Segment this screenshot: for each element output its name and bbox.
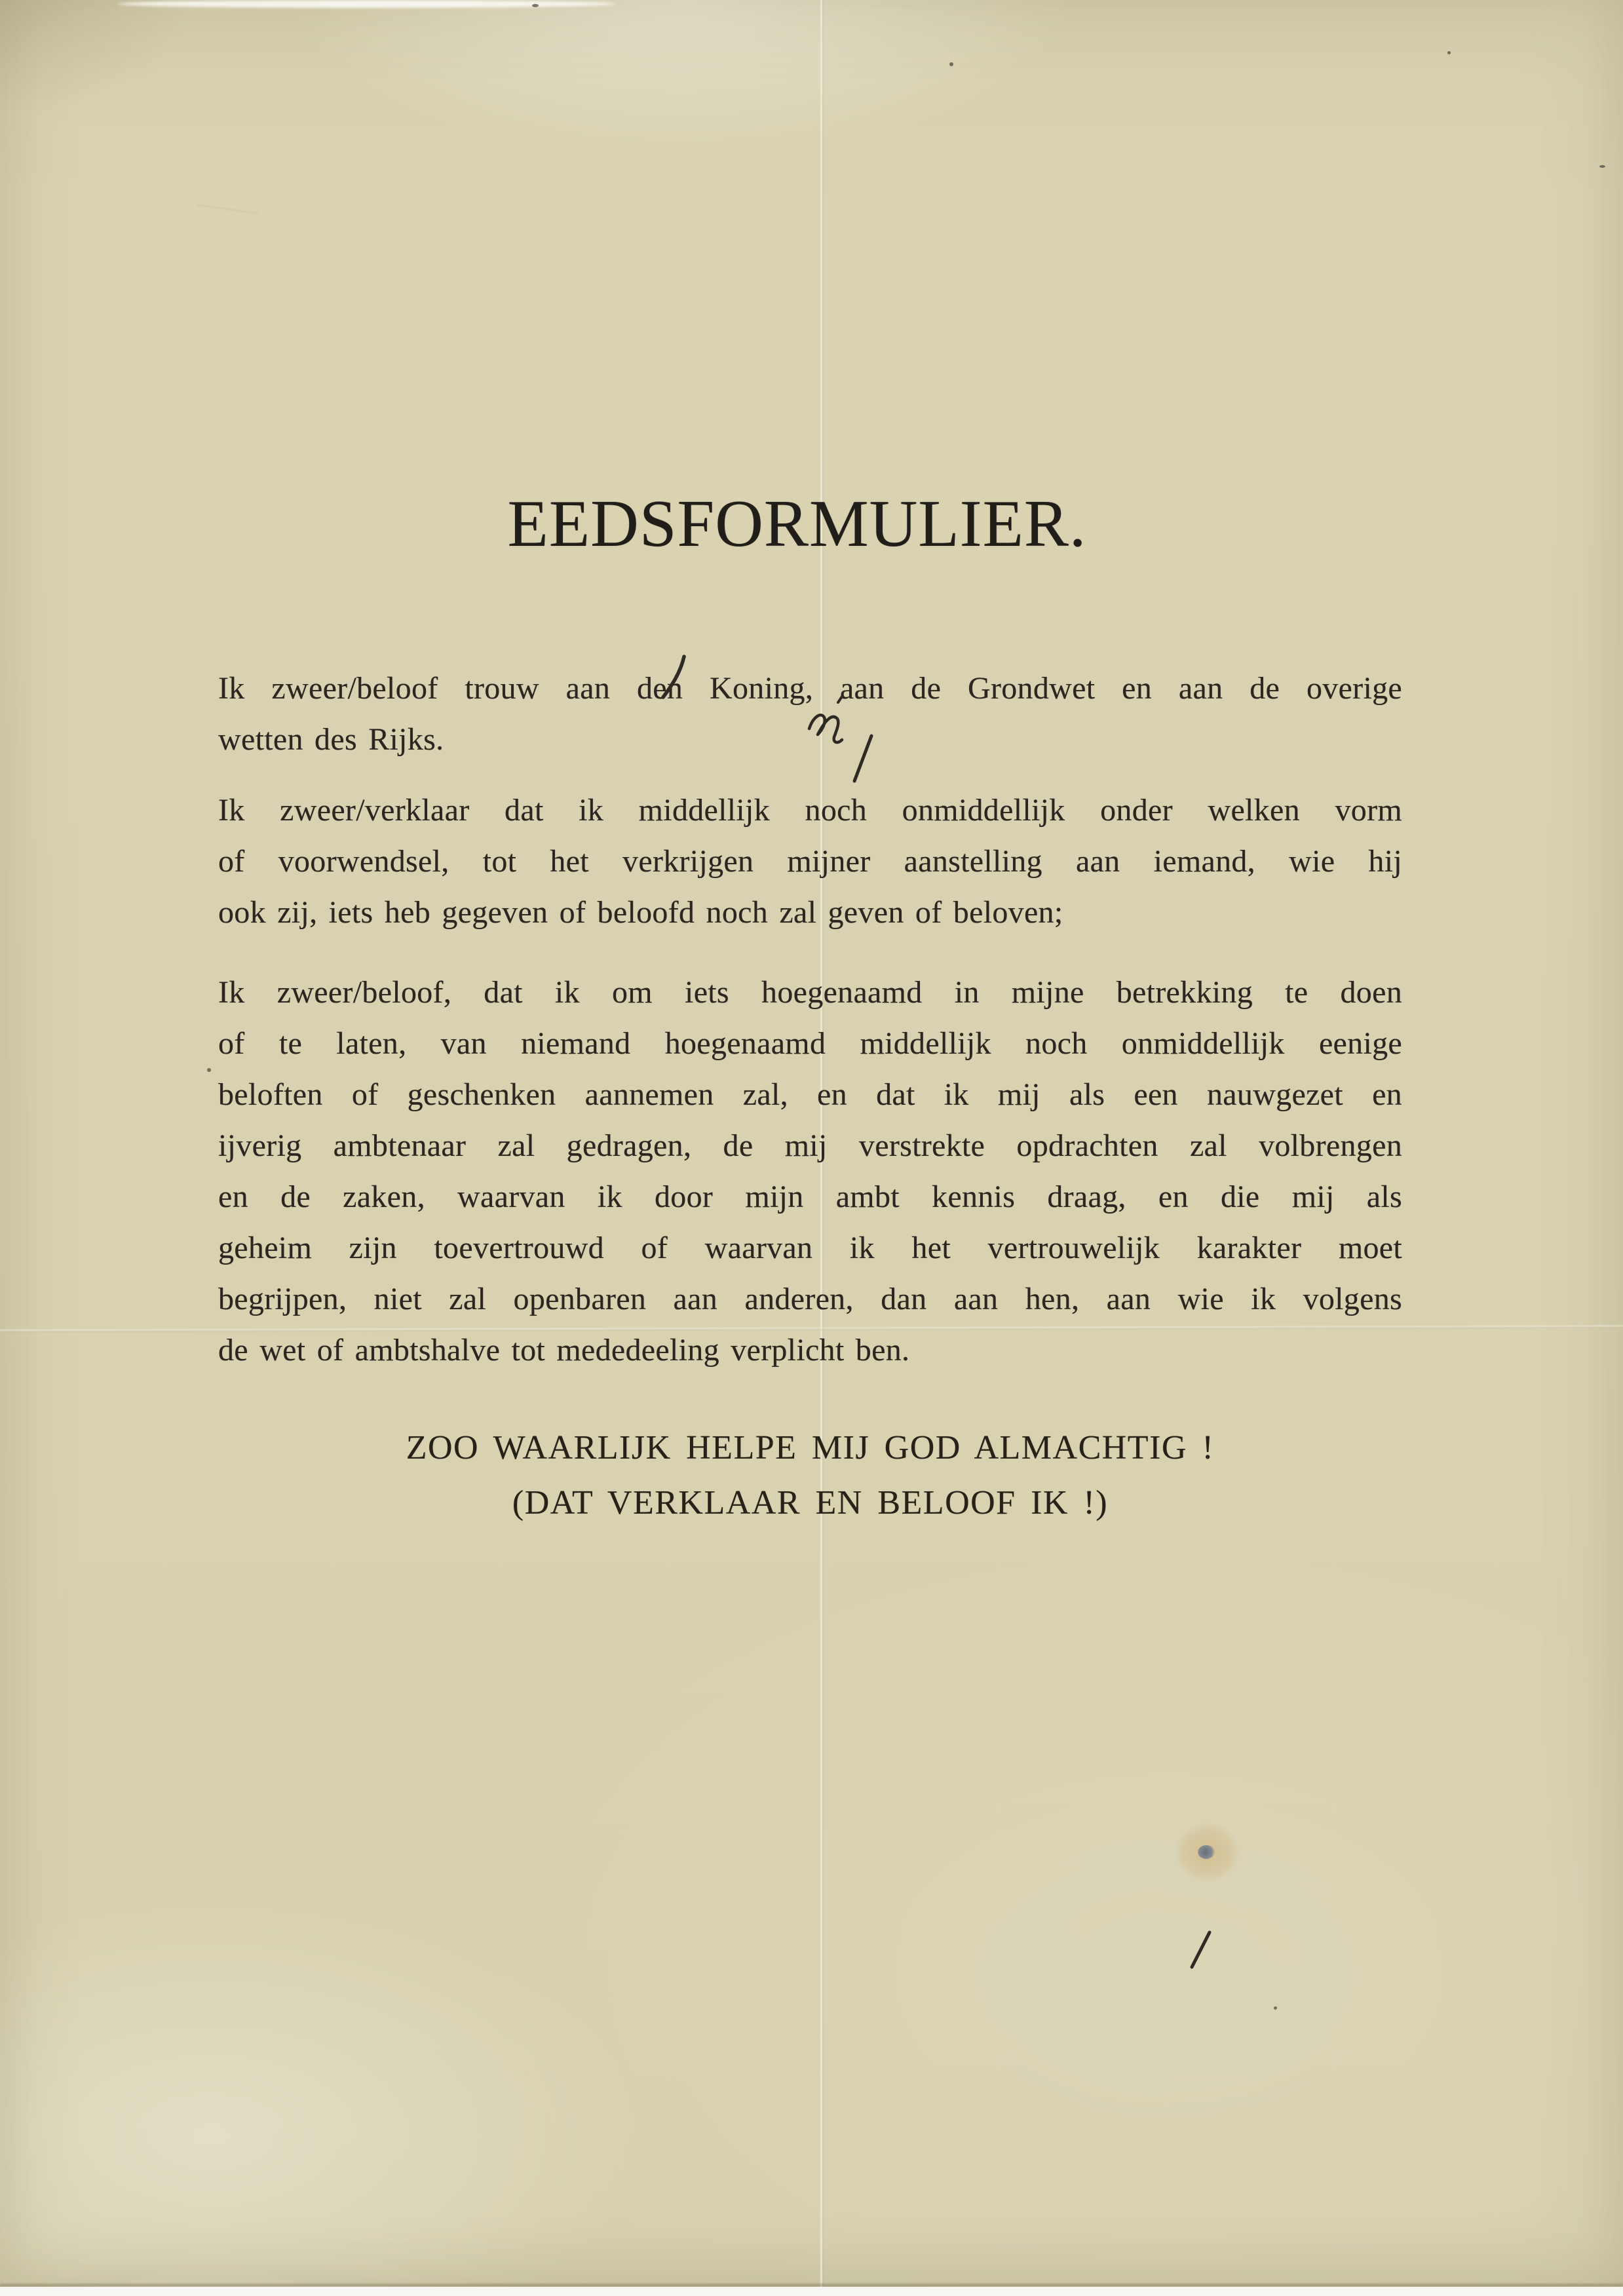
text-line (218, 663, 1402, 714)
text-line: ook zij, iets heb gegeven of beloofd noch zal geven of beloven; (218, 895, 1063, 930)
paragraph-3 (218, 967, 1402, 1376)
text-line: wetten des Rijks. (218, 722, 444, 757)
text-line: geheim zijn toevertrouwd of waarvan ik het vertrouwelijk karakter moet (218, 1231, 1402, 1265)
struck-letter: n (666, 671, 683, 706)
text-line: beloften of geschenken aannemen zal, en dat ik mij als een nauwgezet en (218, 1077, 1402, 1112)
paper-curl-highlight (118, 0, 616, 8)
dust-speck (949, 62, 953, 66)
paragraph-1 (218, 663, 1402, 765)
text-segment: Koning, (683, 671, 814, 706)
page-title: EEDSFORMULIER. (507, 487, 1087, 561)
text-line: of voorwendsel, tot het verkrijgen mijner aanstelling aan iemand, wie hij (218, 844, 1402, 879)
text-segment: aan de Grondwet en aan de overige (813, 671, 1402, 706)
dust-speck (1599, 165, 1605, 168)
dust-speck (207, 1068, 211, 1072)
text-line: ijverig ambtenaar zal gedragen, de mij verstrekte opdrachten zal volbrengen (218, 1128, 1402, 1163)
closing-line-oath: ZOO WAARLIJK HELPE MIJ GOD ALMACHTIG ! (406, 1429, 1215, 1466)
pen-strikethrough-n (667, 663, 683, 714)
stray-pen-slash-icon (1179, 1923, 1219, 1976)
closing-line-declaration: (DAT VERKLAAR EN BELOOF IK !) (512, 1484, 1109, 1521)
dust-speck (1447, 51, 1451, 54)
text-segment: Ik zweer/beloof trouw aan de (218, 671, 667, 706)
paragraph-2 (218, 785, 1402, 938)
text-line: Ik zweer/beloof, dat ik om iets hoegenaamd in mijne betrekking te doen (218, 975, 1402, 1010)
dust-speck (1274, 2006, 1277, 2010)
closing-block (218, 1421, 1402, 1531)
text-line: de wet of ambtshalve tot mededeeling verplicht ben. (218, 1333, 910, 1368)
paper-wrinkle (197, 204, 258, 214)
ink-stain-core (1198, 1845, 1215, 1859)
scanner-background-strip (0, 2287, 1623, 2296)
text-line: Ik zweer/verklaar dat ik middellijk noch onmiddellijk onder welken vorm (218, 793, 1402, 828)
text-line: begrijpen, niet zal openbaren aan anderen, dan aan hen, aan wie ik volgens (218, 1282, 1402, 1316)
text-line: of te laten, van niemand hoegenaamd middellijk noch onmiddellijk eenige (218, 1026, 1402, 1061)
text-line: en de zaken, waarvan ik door mijn ambt kennis draag, en die mij als (218, 1179, 1402, 1214)
dust-speck (532, 4, 539, 7)
